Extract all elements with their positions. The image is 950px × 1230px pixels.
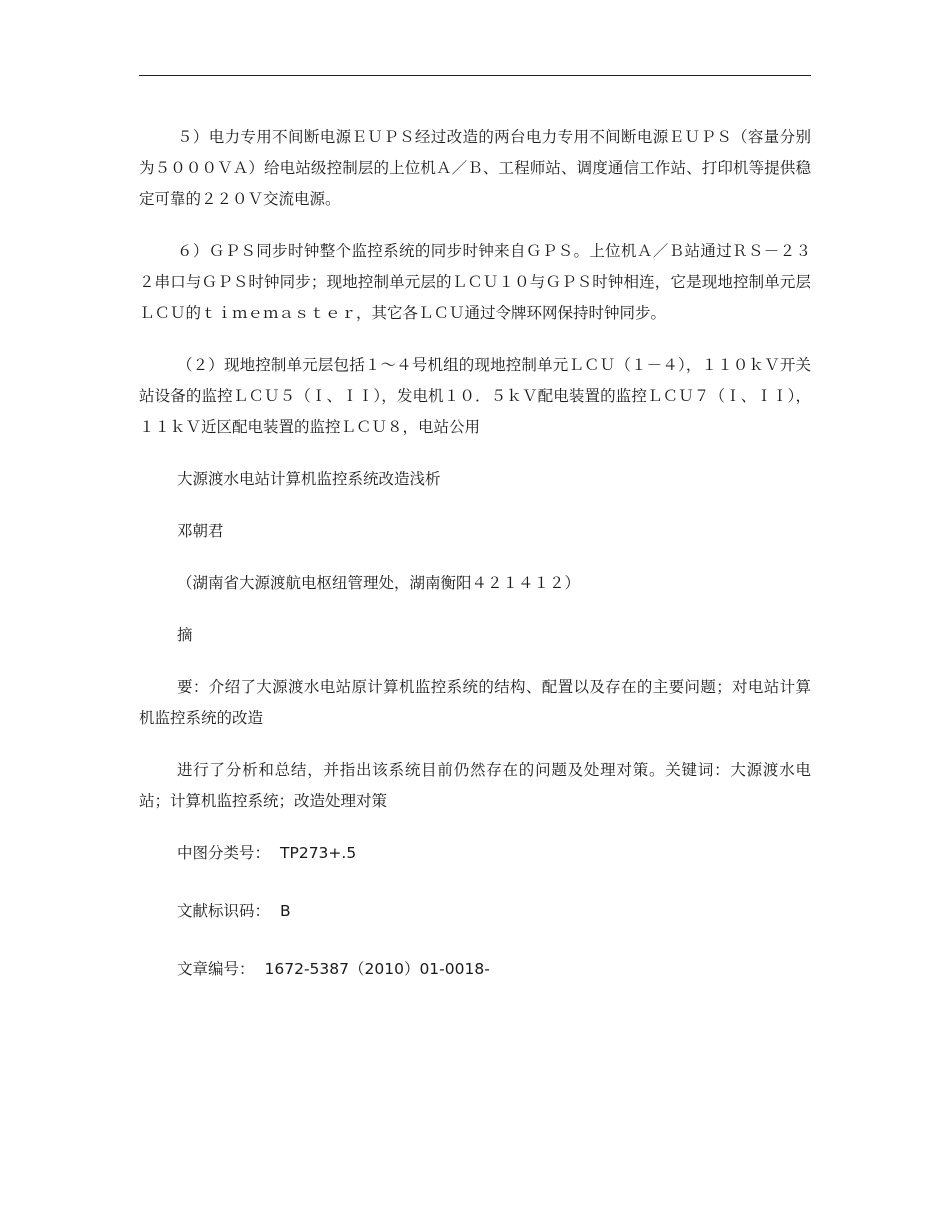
clc-number-line <box>139 838 811 869</box>
article-number-value: 1672-5387（2010）01-0018- <box>264 960 490 978</box>
article-author: 邓朝君 <box>177 522 224 540</box>
abstract-text-1: 要：介绍了大源渡水电站原计算机监控系统的结构、配置以及存在的主要问题；对电站计算机监控系统的改造 <box>139 678 811 727</box>
article-affiliation: （湖南省大源渡航电枢纽管理处，湖南衡阳４２１４１２） <box>177 574 581 592</box>
clc-number-label: 中图分类号： <box>177 844 271 862</box>
article-title: 大源渡水电站计算机监控系统改造浅析 <box>177 470 441 488</box>
paragraph-eups: ５）电力专用不间断电源ＥＵＰＳ经过改造的两台电力专用不间断电源ＥＵＰＳ（容量分别为５０００ＶＡ）给电站级控制层的上位机Ａ／Ｂ、工程师站、调度通信工作站、打印机等提供稳定可靠的２２０Ｖ交流电源。 <box>139 128 811 208</box>
paragraph-lcu-layer: （２）现地控制单元层包括１～４号机组的现地控制单元ＬＣＵ（１－４），１１０ｋＶ开关站设备的监控ＬＣＵ５（Ｉ、ＩＩ），发电机１０．５ｋＶ配电装置的监控ＬＣＵ７（Ｉ、ＩＩ），１１ｋＶ近区配电装置的监控ＬＣＵ８，电站公用 <box>139 356 811 436</box>
document-code-value: B <box>280 902 291 920</box>
abstract-text-2: 进行了分析和总结，并指出该系统目前仍然存在的问题及处理对策。关键词：大源渡水电站；计算机监控系统；改造处理对策 <box>139 761 811 810</box>
paragraph-gps-clock: ６）ＧＰＳ同步时钟整个监控系统的同步时钟来自ＧＰＳ。上位机Ａ／Ｂ站通过ＲＳ－２３２串口与ＧＰＳ时钟同步；现地控制单元层的ＬＣＵ１０与ＧＰＳ时钟相连，它是现地控制单元层ＬＣＵ的ｔｉｍｅｍａｓｔｅｒ，其它各ＬＣＵ通过令牌环网保持时钟同步。 <box>139 242 811 322</box>
article-number-line <box>139 954 811 985</box>
article-number-label: 文章编号： <box>177 960 255 978</box>
document-code-line <box>139 896 811 927</box>
clc-number-value: TP273+.5 <box>280 844 357 862</box>
document-code-label: 文献标识码： <box>177 902 271 920</box>
header-rule <box>139 75 811 76</box>
document-body <box>139 122 811 1012</box>
abstract-heading: 摘 <box>177 626 193 644</box>
